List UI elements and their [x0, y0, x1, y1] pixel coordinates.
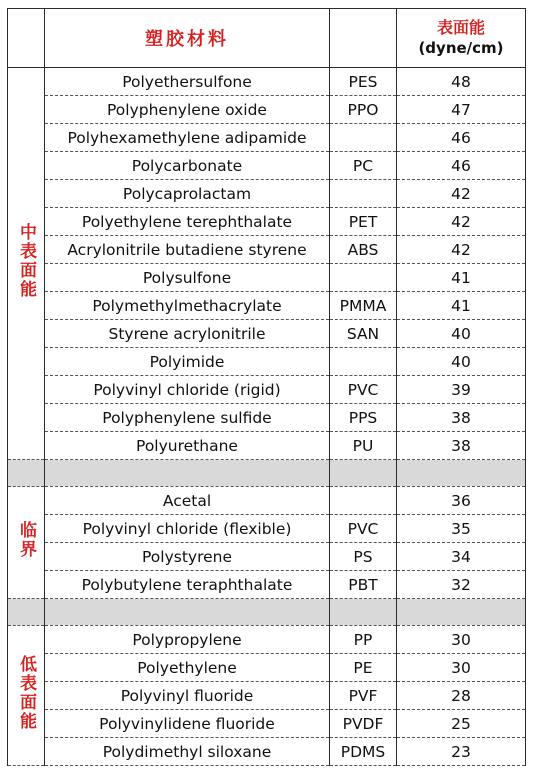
surface-energy-value-cell: 42 — [397, 208, 526, 236]
surface-energy-value-cell: 35 — [397, 515, 526, 543]
material-name-cell: Acrylonitrile butadiene styrene — [45, 236, 330, 264]
abbreviation-cell: PPO — [330, 96, 397, 124]
surface-energy-value-cell: 42 — [397, 236, 526, 264]
header-material-label: 塑胶材料 — [145, 29, 229, 50]
separator-cell — [397, 460, 526, 487]
table-row — [8, 236, 526, 264]
table-row — [8, 515, 526, 543]
category-label: 临界 — [16, 521, 36, 559]
separator-cell — [45, 460, 330, 487]
surface-energy-value-cell: 39 — [397, 376, 526, 404]
abbreviation-cell: PPS — [330, 404, 397, 432]
abbreviation-cell: PVC — [330, 515, 397, 543]
material-name-cell: Polycaprolactam — [45, 180, 330, 208]
table-row — [8, 404, 526, 432]
table-row — [8, 487, 526, 515]
table-row — [8, 264, 526, 292]
header-row — [8, 9, 526, 68]
group-separator-row — [8, 599, 526, 626]
surface-energy-value-cell: 47 — [397, 96, 526, 124]
surface-energy-value-cell: 38 — [397, 432, 526, 460]
abbreviation-cell: PMMA — [330, 292, 397, 320]
table-row — [8, 348, 526, 376]
abbreviation-cell: PDMS — [330, 738, 397, 766]
surface-energy-value-cell: 48 — [397, 68, 526, 96]
surface-energy-value-cell: 30 — [397, 626, 526, 654]
material-name-cell: Polystyrene — [45, 543, 330, 571]
material-name-cell: Styrene acrylonitrile — [45, 320, 330, 348]
surface-energy-value-cell: 40 — [397, 320, 526, 348]
abbreviation-cell: PBT — [330, 571, 397, 599]
material-name-cell: Polydimethyl siloxane — [45, 738, 330, 766]
separator-cell — [397, 599, 526, 626]
table-row — [8, 376, 526, 404]
abbreviation-cell: PET — [330, 208, 397, 236]
table-row — [8, 292, 526, 320]
table-row — [8, 124, 526, 152]
abbreviation-cell: PE — [330, 654, 397, 682]
table-row — [8, 180, 526, 208]
table-row — [8, 682, 526, 710]
header-abbreviation-cell — [330, 9, 397, 68]
table-row — [8, 68, 526, 96]
surface-energy-value-cell: 30 — [397, 654, 526, 682]
material-name-cell: Polyethylene — [45, 654, 330, 682]
abbreviation-cell — [330, 348, 397, 376]
material-name-cell: Acetal — [45, 487, 330, 515]
header-category-cell — [8, 9, 45, 68]
abbreviation-cell: PS — [330, 543, 397, 571]
abbreviation-cell: ABS — [330, 236, 397, 264]
separator-cell — [8, 460, 45, 487]
abbreviation-cell: PP — [330, 626, 397, 654]
abbreviation-cell: PVC — [330, 376, 397, 404]
category-label: 低表面能 — [16, 655, 36, 731]
category-cell — [8, 487, 45, 599]
table-row — [8, 320, 526, 348]
material-name-cell: Polysulfone — [45, 264, 330, 292]
separator-cell — [8, 599, 45, 626]
material-name-cell: Polyvinylidene fluoride — [45, 710, 330, 738]
category-cell — [8, 626, 45, 766]
category-label: 中表面能 — [16, 223, 36, 299]
separator-cell — [330, 460, 397, 487]
surface-energy-value-cell: 32 — [397, 571, 526, 599]
surface-energy-value-cell: 34 — [397, 543, 526, 571]
table-row — [8, 432, 526, 460]
surface-energy-value-cell: 41 — [397, 292, 526, 320]
table-row — [8, 710, 526, 738]
abbreviation-cell — [330, 124, 397, 152]
abbreviation-cell — [330, 264, 397, 292]
abbreviation-cell: PU — [330, 432, 397, 460]
surface-energy-value-cell: 40 — [397, 348, 526, 376]
abbreviation-cell: PC — [330, 152, 397, 180]
material-name-cell: Polyethersulfone — [45, 68, 330, 96]
surface-energy-value-cell: 38 — [397, 404, 526, 432]
material-name-cell: Polyvinyl chloride (rigid) — [45, 376, 330, 404]
table-row — [8, 626, 526, 654]
table-body — [8, 68, 526, 766]
material-name-cell: Polyphenylene oxide — [45, 96, 330, 124]
table-row — [8, 654, 526, 682]
abbreviation-cell — [330, 487, 397, 515]
abbreviation-cell: SAN — [330, 320, 397, 348]
material-name-cell: Polyimide — [45, 348, 330, 376]
surface-energy-value-cell: 28 — [397, 682, 526, 710]
material-name-cell: Polypropylene — [45, 626, 330, 654]
header-material-cell — [45, 9, 330, 68]
material-name-cell: Polyvinyl fluoride — [45, 682, 330, 710]
surface-energy-value-cell: 41 — [397, 264, 526, 292]
category-cell — [8, 68, 45, 460]
table-row — [8, 208, 526, 236]
header-surface-energy-cell — [397, 9, 526, 68]
surface-energy-value-cell: 25 — [397, 710, 526, 738]
material-name-cell: Polyhexamethylene adipamide — [45, 124, 330, 152]
abbreviation-cell: PVF — [330, 682, 397, 710]
table-row — [8, 571, 526, 599]
abbreviation-cell: PES — [330, 68, 397, 96]
group-separator-row — [8, 460, 526, 487]
separator-cell — [45, 599, 330, 626]
separator-cell — [330, 599, 397, 626]
table-row — [8, 96, 526, 124]
surface-energy-value-cell: 46 — [397, 152, 526, 180]
material-name-cell: Polybutylene teraphthalate — [45, 571, 330, 599]
table-row — [8, 543, 526, 571]
table-row — [8, 738, 526, 766]
material-name-cell: Polyvinyl chloride (flexible) — [45, 515, 330, 543]
material-name-cell: Polycarbonate — [45, 152, 330, 180]
material-name-cell: Polyethylene terephthalate — [45, 208, 330, 236]
material-name-cell: Polyphenylene sulfide — [45, 404, 330, 432]
surface-energy-value-cell: 46 — [397, 124, 526, 152]
material-name-cell: Polyurethane — [45, 432, 330, 460]
abbreviation-cell — [330, 180, 397, 208]
abbreviation-cell: PVDF — [330, 710, 397, 738]
surface-energy-value-cell: 36 — [397, 487, 526, 515]
header-unit-label: (dyne/cm) — [418, 39, 504, 57]
surface-energy-value-cell: 23 — [397, 738, 526, 766]
surface-energy-table — [7, 8, 526, 766]
table-row — [8, 152, 526, 180]
material-name-cell: Polymethylmethacrylate — [45, 292, 330, 320]
surface-energy-value-cell: 42 — [397, 180, 526, 208]
header-surface-energy-label: 表面能 — [436, 18, 485, 37]
